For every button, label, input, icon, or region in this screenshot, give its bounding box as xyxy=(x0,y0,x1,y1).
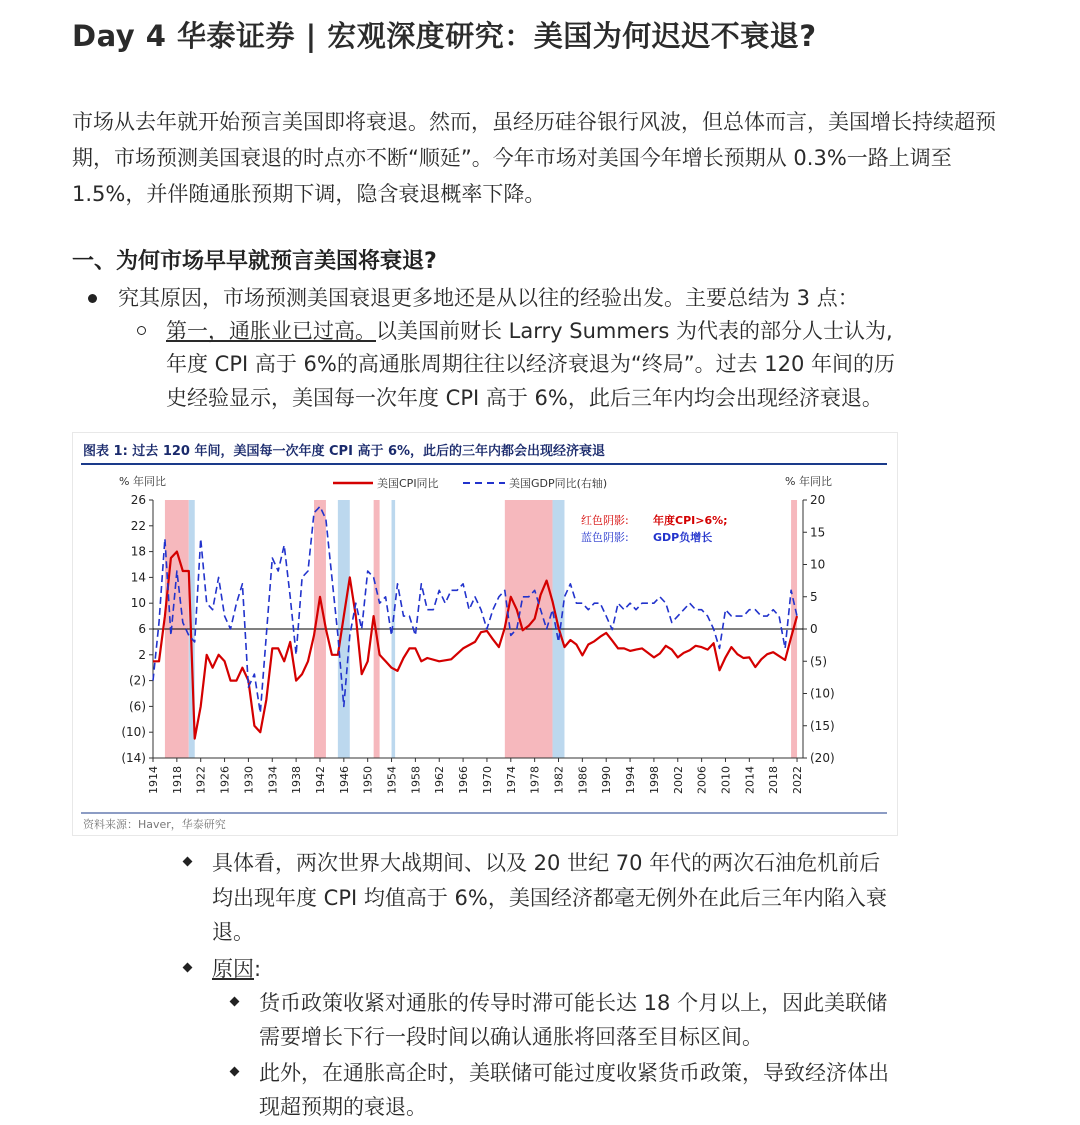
reason1-line1: 货币政策收紧对通胀的传导时滞可能长达 18 个月以上，因此美联储 xyxy=(259,991,888,1015)
x-tick-label: 2014 xyxy=(743,766,757,794)
x-tick-label: 2022 xyxy=(791,766,805,794)
left-tick-label: 14 xyxy=(130,570,146,585)
page-title: Day 4 华泰证券 | 宏观深度研究：美国为何迟迟不衰退? xyxy=(72,19,817,53)
x-tick-label: 1946 xyxy=(337,766,351,794)
reason-label: 原因 xyxy=(212,957,254,981)
right-tick-label: (10) xyxy=(810,686,835,701)
reason-heading xyxy=(212,951,261,987)
sub-bullet-first-line2: 年度 CPI 高于 6%的高通胀周期往往以经济衰退为“终局”。过去 120 年间的历 xyxy=(166,352,896,376)
left-tick-label: (6) xyxy=(129,699,146,714)
x-tick-label: 1990 xyxy=(600,766,614,794)
detail-line2: 均出现年度 CPI 均值高于 6%，美国经济都毫无例外在此后三年内陷入衰 xyxy=(212,886,887,910)
left-tick-label: 2 xyxy=(138,647,146,662)
x-tick-label: 2006 xyxy=(695,766,709,794)
left-tick-label: 18 xyxy=(130,544,146,559)
legend-gdp-label: 美国GDP同比(右轴) xyxy=(509,477,608,490)
x-tick-label: 1982 xyxy=(552,766,566,794)
bullet-dot xyxy=(88,294,97,303)
chart-title: 图表 1: 过去 120 年间，美国每一次年度 CPI 高于 6%，此后的三年内都会出现经济衰退 xyxy=(83,444,606,459)
detail-line3: 退。 xyxy=(212,920,254,944)
x-tick-label: 1958 xyxy=(409,766,423,794)
x-tick-label: 1978 xyxy=(528,766,542,794)
left-tick-label: (14) xyxy=(121,751,146,765)
x-tick-label: 1934 xyxy=(266,766,280,794)
annotation-blue-value: GDP负增长 xyxy=(653,531,713,544)
chart-figure xyxy=(72,432,898,836)
reason2-line2: 现超预期的衰退。 xyxy=(259,1095,427,1119)
diamond-bullet xyxy=(230,1067,240,1077)
sub-bullet-ring xyxy=(137,326,146,335)
x-tick-label: 1914 xyxy=(147,766,160,794)
diamond-bullet xyxy=(183,963,193,973)
left-tick-label: 10 xyxy=(130,596,146,611)
chart-source: 资料来源：Haver，华泰研究 xyxy=(83,818,226,831)
x-tick-label: 1938 xyxy=(290,766,304,794)
intro-paragraph: 市场从去年就开始预言美国即将衰退。然而，虽经历硅谷银行风波，但总体而言，美国增长持续超预期，市场预测美国衰退的时点亦不断“顺延”。今年市场对美国今年增长预期从 0.3%一路上调至 1.5%，并伴随通胀预期下调，隐含衰退概率下降。 xyxy=(72,110,996,206)
annotation-blue-label: 蓝色阴影: xyxy=(581,531,629,544)
x-tick-label: 2018 xyxy=(767,766,781,794)
cpi-gdp-chart xyxy=(73,433,897,835)
sub-bullet-first-rest: 以美国前财长 Larry Summers 为代表的部分人士认为, xyxy=(376,319,893,343)
right-tick-label: (20) xyxy=(810,751,835,765)
x-tick-label: 1942 xyxy=(313,766,327,794)
detail-line1: 具体看，两次世界大战期间、以及 20 世纪 70 年代的两次石油危机前后 xyxy=(212,851,881,875)
x-tick-label: 1966 xyxy=(457,766,471,794)
right-tick-label: 20 xyxy=(810,493,826,507)
x-tick-label: 1970 xyxy=(480,766,494,794)
right-tick-label: 0 xyxy=(810,622,818,636)
x-tick-label: 1962 xyxy=(433,766,447,794)
x-tick-label: 1930 xyxy=(242,766,256,794)
right-tick-label: 15 xyxy=(810,525,826,540)
right-tick-label: (5) xyxy=(810,654,827,669)
x-tick-label: 1954 xyxy=(385,766,399,794)
right-axis-unit: % 年同比 xyxy=(785,475,832,488)
x-tick-label: 1950 xyxy=(361,766,375,794)
right-tick-label: 10 xyxy=(810,557,826,572)
left-tick-label: 22 xyxy=(130,518,146,533)
diamond-bullet xyxy=(230,997,240,1007)
x-tick-label: 1986 xyxy=(576,766,590,794)
underlined-point: 第一，通胀业已过高。 xyxy=(166,319,376,343)
sub-bullet-first-line3: 史经验显示，美国每一次年度 CPI 高于 6%，此后三年内均会出现经济衰退。 xyxy=(166,386,883,410)
diamond-bullet xyxy=(183,857,193,867)
x-tick-label: 2010 xyxy=(719,766,733,794)
x-tick-label: 1998 xyxy=(647,766,661,794)
legend-cpi-label: 美国CPI同比 xyxy=(377,477,439,490)
annotation-red-value: 年度CPI>6%; xyxy=(653,514,728,527)
x-tick-label: 1974 xyxy=(504,766,518,794)
left-tick-label: (2) xyxy=(129,673,146,688)
left-tick-label: 6 xyxy=(138,622,146,636)
left-tick-label: (10) xyxy=(121,725,146,740)
reason-colon: : xyxy=(254,957,262,981)
x-tick-label: 1922 xyxy=(194,766,208,794)
reason1-line2: 需要增长下行一段时间以确认通胀将回落至目标区间。 xyxy=(259,1025,763,1049)
bullet-reason-text: 究其原因，市场预测美国衰退更多地还是从以往的经验出发。主要总结为 3 点： xyxy=(118,286,859,310)
right-tick-label: 5 xyxy=(810,589,818,604)
x-tick-label: 2002 xyxy=(671,766,685,794)
right-tick-label: (15) xyxy=(810,718,835,733)
annotation-red-label: 红色阴影: xyxy=(581,514,629,527)
x-tick-label: 1926 xyxy=(218,766,232,794)
left-tick-label: 26 xyxy=(130,493,146,507)
x-tick-label: 1918 xyxy=(170,766,184,794)
reason2-line1: 此外，在通胀高企时，美联储可能过度收紧货币政策，导致经济体出 xyxy=(259,1061,889,1085)
section-heading: 一、为何市场早早就预言美国将衰退? xyxy=(72,249,437,274)
left-axis-unit: % 年同比 xyxy=(119,475,166,488)
sub-bullet-first xyxy=(166,313,893,349)
cpi-series-line xyxy=(153,552,797,739)
x-tick-label: 1994 xyxy=(624,766,638,794)
